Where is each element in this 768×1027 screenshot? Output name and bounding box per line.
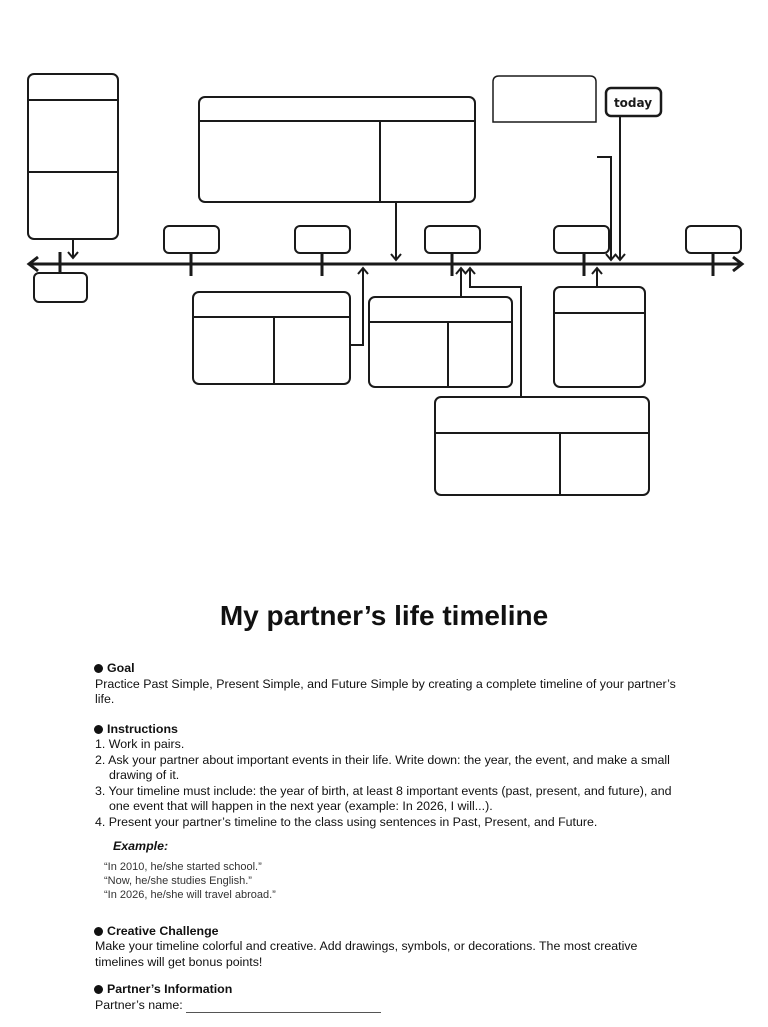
challenge-text: Make your timeline colorful and creative. Add drawings, symbols, or decorations. The most creative timelines will get bonus points!: [95, 939, 638, 969]
partner-heading: Partner’s Information: [107, 982, 233, 996]
example-line: “Now, he/she studies English.”: [104, 874, 252, 887]
event-box-top-small: [493, 76, 596, 122]
instruction-step: 3. Your timeline must include: the year of birth, at least 8 important events (past, present, and future), and one event that will happen in the next year (example: In 2026, I will...).: [95, 783, 672, 813]
goal-text: Practice Past Simple, Present Simple, and Future Simple by creating a complete timeline of your partner’s life.: [95, 676, 676, 706]
instructions-heading-row: [95, 722, 685, 738]
example-line: “In 2026, he/she will travel abroad.”: [104, 888, 276, 901]
year-box: [554, 226, 609, 253]
bullet-icon: [94, 725, 103, 734]
partner-name-field[interactable]: [186, 999, 381, 1013]
year-box-birth: [34, 273, 87, 302]
goal-section: [95, 661, 685, 708]
year-box: [295, 226, 350, 253]
partner-name-label: Partner’s name:: [95, 997, 183, 1012]
year-box: [425, 226, 480, 253]
worksheet-body: [95, 661, 685, 1027]
example-block: [104, 839, 685, 902]
challenge-heading-row: [95, 924, 685, 940]
today-label: today: [613, 96, 653, 110]
bullet-icon: [94, 664, 103, 673]
partner-heading-row: [95, 982, 685, 998]
instructions-section: [95, 722, 685, 902]
instruction-step: 2. Ask your partner about important events in their life. Write down: the year, the event, and make a small drawing of it.: [95, 752, 670, 782]
event-box-top-center: [199, 97, 475, 202]
example-line: “In 2010, he/she started school.”: [104, 860, 262, 873]
connector-arrow: [350, 268, 363, 345]
challenge-heading: Creative Challenge: [107, 923, 219, 938]
example-label: Example:: [113, 839, 169, 853]
goal-heading: Goal: [107, 661, 135, 675]
instruction-step: 1. Work in pairs.: [95, 737, 185, 751]
goal-heading-row: [95, 661, 685, 677]
challenge-section: [95, 924, 685, 971]
year-box: [164, 226, 219, 253]
partner-section: [95, 982, 685, 1013]
event-box-lower-right: [554, 287, 645, 387]
instructions-heading: Instructions: [107, 721, 178, 736]
event-box-lower-middle: [369, 297, 512, 387]
bullet-icon: [94, 985, 103, 994]
year-box: [686, 226, 741, 253]
instructions-list: [95, 737, 685, 830]
page-title: My partner’s life timeline: [219, 600, 549, 631]
event-box-lower-left: [193, 292, 350, 384]
event-box-tall-left: [28, 74, 118, 239]
partner-name-row: [95, 998, 685, 1014]
bullet-icon: [94, 927, 103, 936]
instruction-step: 4. Present your partner’s timeline to the class using sentences in Past, Present, and Future.: [95, 814, 598, 829]
event-box-bottom: [435, 397, 649, 495]
connector-arrow: [470, 268, 521, 397]
